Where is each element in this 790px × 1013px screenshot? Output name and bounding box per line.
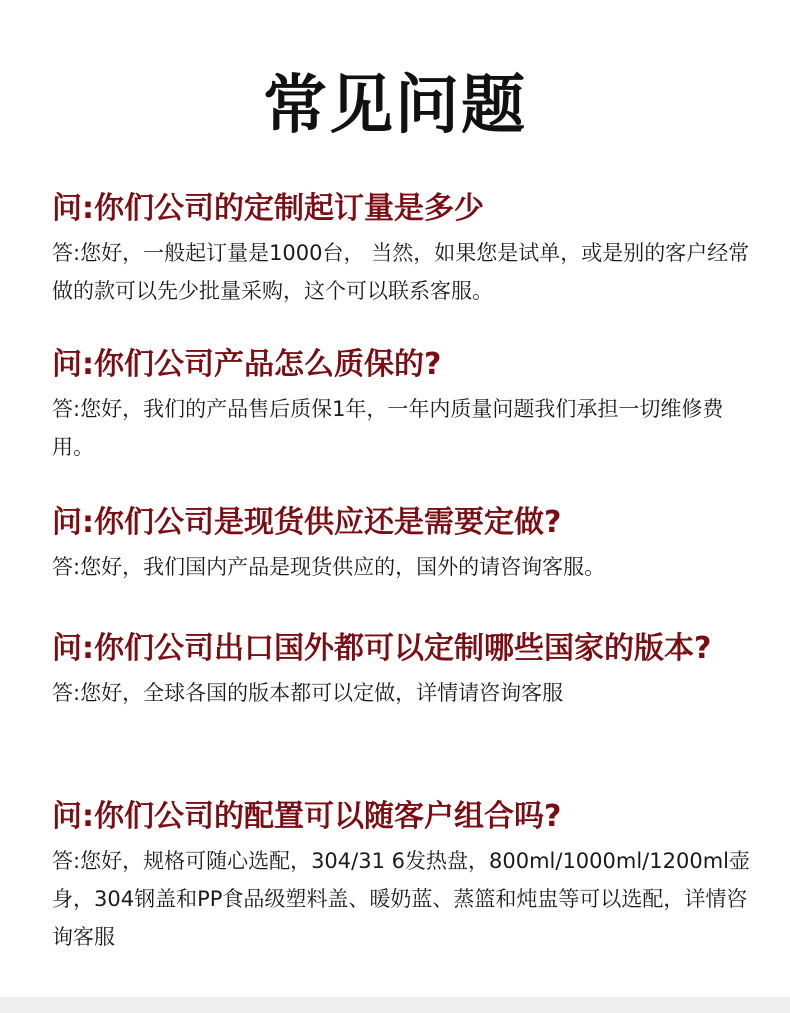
faq-item-3: [52, 500, 752, 586]
bottom-divider: [0, 997, 790, 1013]
faq-answer: 答:您好，我们国内产品是现货供应的，国外的请咨询客服。: [52, 555, 606, 579]
faq-item-4: [52, 626, 752, 712]
faq-question: 问:你们公司的定制起订量是多少: [52, 191, 484, 226]
faq-answer: 答:您好，全球各国的版本都可以定做，详情请咨询客服: [52, 681, 564, 705]
faq-item-1: [52, 186, 752, 310]
faq-answer: 答:您好，我们的产品售后质保1年，一年内质量问题我们承担一切维修费用。: [52, 397, 724, 459]
page-title: 常见问题: [263, 69, 527, 143]
faq-answer: 答:您好，规格可随心选配，304/31 6发热盘，800ml/1000ml/1200ml壶身，304钢盖和PP食品级塑料盖、暖奶蓝、蒸篮和炖盅等可以选配，详情咨询客服: [52, 849, 750, 949]
faq-item-2: [52, 342, 752, 466]
faq-question: 问:你们公司产品怎么质保的?: [52, 347, 442, 382]
faq-question: 问:你们公司出口国外都可以定制哪些国家的版本?: [52, 631, 712, 666]
faq-answer: 答:您好，一般起订量是1000台， 当然，如果您是试单，或是别的客户经常做的款可以先少批量采购，这个可以联系客服。: [52, 241, 750, 303]
faq-question: 问:你们公司的配置可以随客户组合吗?: [52, 799, 562, 834]
faq-item-5: [52, 794, 752, 956]
faq-question: 问:你们公司是现货供应还是需要定做?: [52, 505, 562, 540]
